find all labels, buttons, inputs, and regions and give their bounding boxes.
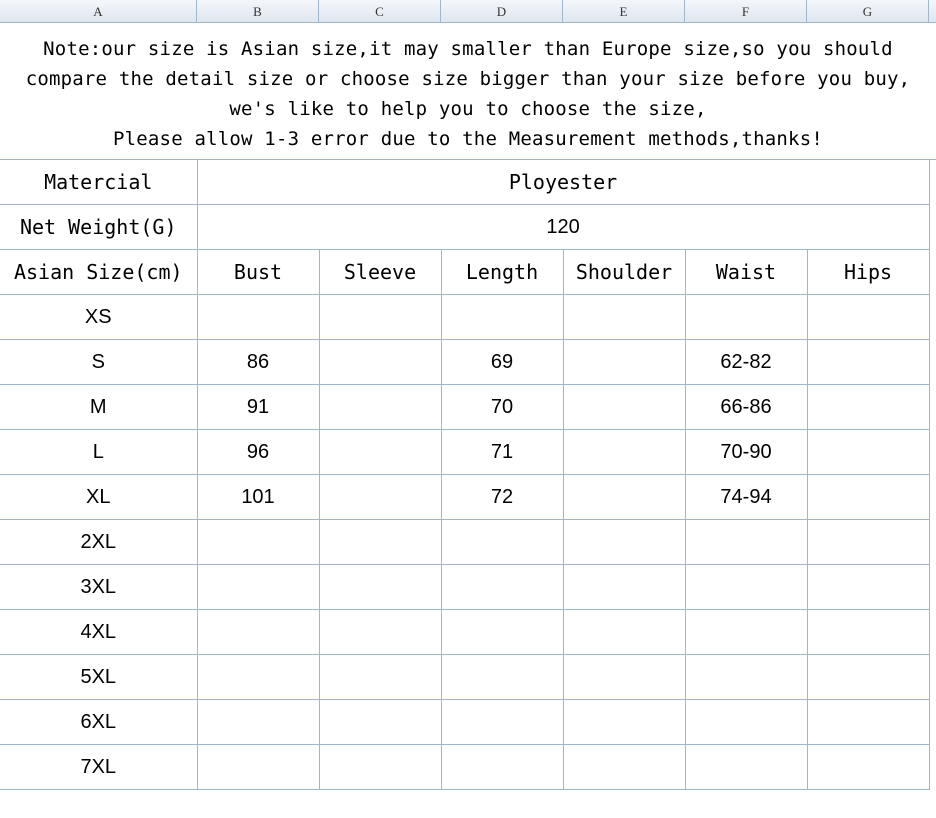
- size-row: [0, 475, 929, 520]
- cell-waist[interactable]: [685, 295, 807, 340]
- column-header-g[interactable]: G: [807, 0, 929, 22]
- cell-waist[interactable]: [685, 700, 807, 745]
- note-line-3: we's like to help you to choose the size,: [229, 98, 707, 120]
- cell-shoulder[interactable]: [563, 700, 685, 745]
- material-value[interactable]: Ployester: [197, 160, 929, 205]
- cell-length[interactable]: 69: [441, 340, 563, 385]
- cell-sleeve[interactable]: [319, 655, 441, 700]
- cell-hips[interactable]: [807, 745, 929, 790]
- cell-bust[interactable]: [197, 295, 319, 340]
- size-row: [0, 430, 929, 475]
- cell-size[interactable]: S: [0, 340, 197, 385]
- cell-shoulder[interactable]: [563, 745, 685, 790]
- cell-sleeve[interactable]: [319, 295, 441, 340]
- cell-size[interactable]: 3XL: [0, 565, 197, 610]
- header-hips[interactable]: Hips: [807, 250, 929, 295]
- cell-size[interactable]: XL: [0, 475, 197, 520]
- cell-sleeve[interactable]: [319, 520, 441, 565]
- cell-bust[interactable]: [197, 610, 319, 655]
- cell-shoulder[interactable]: [563, 340, 685, 385]
- size-row: [0, 745, 929, 790]
- cell-length[interactable]: 71: [441, 430, 563, 475]
- cell-shoulder[interactable]: [563, 520, 685, 565]
- size-table: [0, 160, 930, 790]
- column-header-b[interactable]: B: [197, 0, 319, 22]
- cell-hips[interactable]: [807, 565, 929, 610]
- column-header-d[interactable]: D: [441, 0, 563, 22]
- cell-hips[interactable]: [807, 700, 929, 745]
- cell-shoulder[interactable]: [563, 565, 685, 610]
- cell-hips[interactable]: [807, 520, 929, 565]
- weight-row: [0, 205, 929, 250]
- cell-length[interactable]: 70: [441, 385, 563, 430]
- size-row: [0, 520, 929, 565]
- cell-length[interactable]: [441, 520, 563, 565]
- cell-size[interactable]: XS: [0, 295, 197, 340]
- cell-waist[interactable]: [685, 520, 807, 565]
- column-header-bar: [0, 0, 936, 23]
- cell-length[interactable]: 72: [441, 475, 563, 520]
- cell-size[interactable]: 2XL: [0, 520, 197, 565]
- column-header-e[interactable]: E: [563, 0, 685, 22]
- header-bust[interactable]: Bust: [197, 250, 319, 295]
- cell-hips[interactable]: [807, 610, 929, 655]
- header-sleeve[interactable]: Sleeve: [319, 250, 441, 295]
- cell-bust[interactable]: [197, 565, 319, 610]
- cell-sleeve[interactable]: [319, 565, 441, 610]
- cell-bust[interactable]: [197, 520, 319, 565]
- material-label[interactable]: Matercial: [0, 160, 197, 205]
- size-row: [0, 700, 929, 745]
- column-header-c[interactable]: C: [319, 0, 441, 22]
- column-header-a[interactable]: A: [0, 0, 197, 22]
- cell-waist[interactable]: [685, 610, 807, 655]
- cell-length[interactable]: [441, 610, 563, 655]
- cell-size[interactable]: M: [0, 385, 197, 430]
- size-row: [0, 340, 929, 385]
- cell-bust[interactable]: 91: [197, 385, 319, 430]
- note-line-4: Please allow 1-3 error due to the Measurement methods,thanks!: [113, 128, 823, 150]
- cell-hips[interactable]: [807, 295, 929, 340]
- note-cell[interactable]: [0, 22, 936, 160]
- cell-length[interactable]: [441, 565, 563, 610]
- size-row: [0, 610, 929, 655]
- cell-sleeve[interactable]: [319, 700, 441, 745]
- header-row: [0, 250, 929, 295]
- cell-shoulder[interactable]: [563, 295, 685, 340]
- header-size[interactable]: Asian Size(cm): [0, 250, 197, 295]
- cell-size[interactable]: 5XL: [0, 655, 197, 700]
- cell-hips[interactable]: [807, 475, 929, 520]
- cell-waist[interactable]: 74-94: [685, 475, 807, 520]
- cell-bust[interactable]: [197, 745, 319, 790]
- cell-waist[interactable]: 62-82: [685, 340, 807, 385]
- cell-length[interactable]: [441, 655, 563, 700]
- header-waist[interactable]: Waist: [685, 250, 807, 295]
- cell-bust[interactable]: 101: [197, 475, 319, 520]
- header-length[interactable]: Length: [441, 250, 563, 295]
- cell-size[interactable]: 7XL: [0, 745, 197, 790]
- material-row: [0, 160, 929, 205]
- cell-shoulder[interactable]: [563, 385, 685, 430]
- size-row: [0, 385, 929, 430]
- cell-bust[interactable]: 96: [197, 430, 319, 475]
- cell-shoulder[interactable]: [563, 610, 685, 655]
- cell-waist[interactable]: 66-86: [685, 385, 807, 430]
- size-row: [0, 295, 929, 340]
- size-row: [0, 565, 929, 610]
- note-line-2: compare the detail size or choose size bigger than your size before you buy,: [25, 68, 911, 90]
- cell-shoulder[interactable]: [563, 475, 685, 520]
- cell-waist[interactable]: 70-90: [685, 430, 807, 475]
- cell-sleeve[interactable]: [319, 475, 441, 520]
- cell-sleeve[interactable]: [319, 610, 441, 655]
- cell-waist[interactable]: [685, 745, 807, 790]
- cell-hips[interactable]: [807, 340, 929, 385]
- note-line-1: Note:our size is Asian size,it may smaller than Europe size,so you should: [43, 38, 893, 60]
- cell-bust[interactable]: [197, 700, 319, 745]
- cell-hips[interactable]: [807, 385, 929, 430]
- cell-shoulder[interactable]: [563, 655, 685, 700]
- cell-bust[interactable]: [197, 655, 319, 700]
- weight-label[interactable]: Net Weight(G): [0, 205, 197, 250]
- cell-sleeve[interactable]: [319, 340, 441, 385]
- cell-sleeve[interactable]: [319, 385, 441, 430]
- cell-hips[interactable]: [807, 655, 929, 700]
- cell-sleeve[interactable]: [319, 430, 441, 475]
- cell-hips[interactable]: [807, 430, 929, 475]
- cell-waist[interactable]: [685, 655, 807, 700]
- cell-size[interactable]: 6XL: [0, 700, 197, 745]
- cell-shoulder[interactable]: [563, 430, 685, 475]
- cell-length[interactable]: [441, 700, 563, 745]
- weight-value[interactable]: 120: [197, 205, 929, 250]
- cell-length[interactable]: [441, 295, 563, 340]
- header-shoulder[interactable]: Shoulder: [563, 250, 685, 295]
- size-row: [0, 655, 929, 700]
- cell-size[interactable]: 4XL: [0, 610, 197, 655]
- cell-sleeve[interactable]: [319, 745, 441, 790]
- cell-waist[interactable]: [685, 565, 807, 610]
- cell-bust[interactable]: 86: [197, 340, 319, 385]
- cell-length[interactable]: [441, 745, 563, 790]
- cell-size[interactable]: L: [0, 430, 197, 475]
- column-header-f[interactable]: F: [685, 0, 807, 22]
